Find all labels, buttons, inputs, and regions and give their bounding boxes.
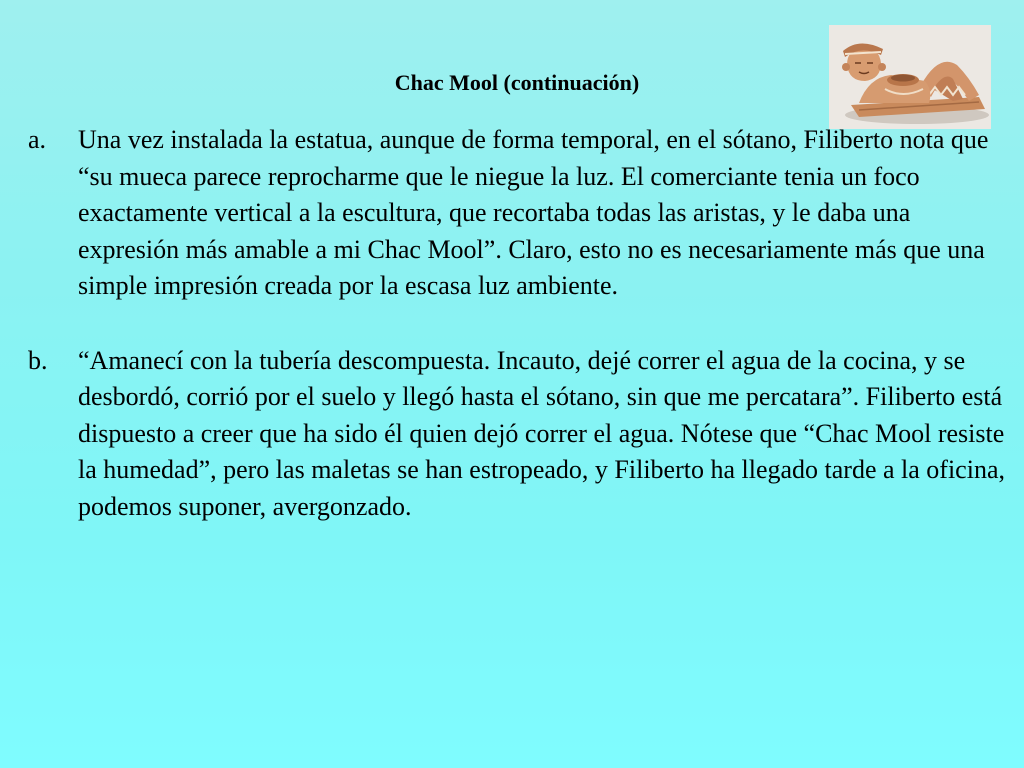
chac-mool-statue-image [829, 25, 991, 129]
list-item-text: Una vez instalada la estatua, aunque de forma temporal, en el sótano, Filiberto nota que “su mueca parece reprocharme que le niegue la luz. El comerciante tenia un foco exactamente vertical a la escultura, que recortaba todas las aristas, y le daba una expresión más amable a mi Chac Mool”. Claro, esto no es necesariamente más que una simple impresión creada por la escasa luz ambiente. [78, 125, 989, 300]
list-item-text: “Amanecí con la tubería descompuesta. Incauto, dejé correr el agua de la cocina, y se desbordó, corrió por el suelo y llegó hasta el sótano, sin que me percatara”. Filiberto está dispuesto a creer que ha sido él quien dejó correr el agua. Nótese que “Chac Mool resiste la humedad”, pero las maletas se han estropeado, y Filiberto ha llegado tarde a la oficina, podemos suponer, avergonzado. [78, 345, 1005, 521]
list-marker: a. [28, 125, 47, 154]
list-marker: b. [28, 345, 48, 375]
chac-mool-statue-photo [829, 25, 991, 129]
slide-title: Chac Mool (continuación) [394, 70, 640, 95]
list-item [28, 343, 1008, 526]
content-list [28, 122, 1008, 525]
list-item [28, 122, 1008, 305]
